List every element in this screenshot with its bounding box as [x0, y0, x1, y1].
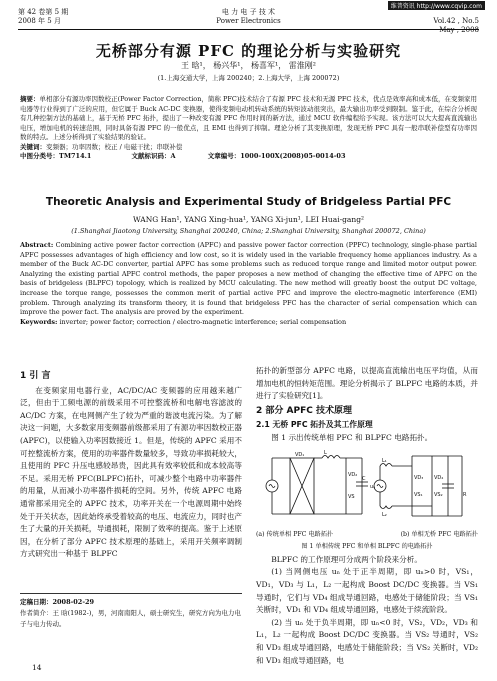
- figure-sublabels: [256, 529, 478, 542]
- label-l2: L₂: [382, 512, 387, 518]
- section-1-title: 1 引 言: [20, 371, 51, 381]
- label-vd1: VD₁: [295, 452, 305, 458]
- english-authors: WANG Han¹, YANG Xing-hua¹, YANG Xi-jun¹, LEI Huai-gang²: [132, 215, 365, 224]
- label-l: L: [324, 450, 327, 456]
- journal-name-cn: 电 力 电 子 技 术: [221, 8, 276, 16]
- date-en: May , 2008: [439, 26, 479, 34]
- authors: 王 晗¹， 杨兴华¹， 杨喜军¹， 雷淮刚²: [181, 61, 316, 70]
- article-id: 文章编号：1000-100X(2008)05-0014-03: [207, 152, 346, 160]
- classification: 中图分类号：TM714.1: [20, 152, 92, 160]
- journal-name-en: Power Electronics: [216, 17, 281, 25]
- label-c: C: [362, 476, 366, 482]
- header-center: [18, 8, 479, 26]
- english-title: Theoretic Analysis and Experimental Study of Bridgeless Partial PFC: [45, 196, 452, 208]
- abstract-text: 单相部分有源功率因数校正(Power Factor Correction，简称 PFC)技术结合了有源 PFC 技术和无源 PFC 技术，优点是效率高和成本低，在变频家用电器等行业得到了广泛的应用，但它属于 Buck AC-DC 变换器，使得变频电动机转动系统的转矩波动很突出，最大输出功率受到限制。鉴于此，在综合分析现有几种控制方法的基础上，基于无桥 PFC 拓扑，提出了一种改变有源 PFC 作用时间的新方法，通过 MCU 软件编程给予实现。该方法可以大大提高直流输出电压，增加电机的转速范围，同时具备有源 PFC 的一般优点，且 EMI 也得到了抑制。理论分析了其变换原理，发现无桥 PFC 具有一般串联补偿型有功率因数的特点。上述分析得到了实验结果的验证。: [20, 95, 477, 141]
- label-vd2: VD₂: [348, 472, 358, 478]
- figure-caption: 图 1 单相传统 PFC 和单相 BLPFC 的电路拓扑: [301, 543, 433, 551]
- header-rule: [18, 29, 479, 30]
- keywords: 变频器；功率因数；校正 / 电磁干扰；串联补偿: [46, 142, 183, 151]
- abstract-label: 摘要：: [20, 95, 40, 103]
- article-title: 无桥部分有源 PFC 的理论分析与实验研究: [95, 42, 402, 60]
- label-un: uₙ: [370, 484, 376, 490]
- section-2-1-title: 2.1 无桥 PFC 拓扑及其工作原理: [256, 420, 373, 430]
- label-vs1: VS₁: [414, 492, 423, 498]
- header-right: [433, 8, 479, 35]
- watermark-badge: 维普资讯 http://www.cqvip.com: [388, 1, 485, 10]
- circuit-a: [266, 456, 368, 515]
- item-1: (1) 当网侧电压 uₙ 处于正半周期，即 uₙ>0 时，VS₁，VD₁，VD₃ 与 L₁，L₂ 一起构成 Boost DC/DC 变换器。当 VS₁ 导通时，它们与 VD₄ 组成导通回路，电感处于储能阶段；当 VS₁ 关断时，VD₁ 和 VD₄ 组成导通回路，电感处于续流阶段。: [256, 567, 478, 615]
- abstract-cn: [20, 95, 477, 162]
- label-l1: L₁: [382, 458, 387, 464]
- author-bio: 作者简介：王 晗(1982-)，男，河南南阳人，硕士研究生，研究方向为电力电子与电力传动。: [20, 609, 241, 628]
- label-vd3: VD₃: [414, 475, 424, 481]
- footnote: [20, 593, 242, 630]
- english-abstract-label: Abstract:: [20, 241, 54, 249]
- right-intro: 拓扑的新型部分 APFC 电路，以提高直流输出电压平均值，从而增加电机的恒转矩范围。理论分析揭示了 BLPFC 电路的本质，并进行了实验研究[1]。: [256, 366, 478, 401]
- page-header: [18, 8, 479, 34]
- journal-volume: 第 42 卷第 5 期: [18, 8, 69, 16]
- left-column: [20, 368, 242, 561]
- journal-date: 2008 年 5 月: [18, 17, 61, 25]
- label-vs: VS: [348, 494, 355, 500]
- english-keywords: inverter; power factor; correction / electro-magnetic interference; serial compensation: [59, 317, 347, 326]
- after-figure-text: BLPFC 的工作原理可分成两个阶段来分析。: [271, 554, 422, 564]
- figure-label-a: (a) 传统单相 PFC 电路拓扑: [256, 530, 334, 538]
- item-2: (2) 当 uₙ 处于负半周期，即 uₙ<0 时，VS₂，VD₂，VD₃ 和 L₁，L₂ 一起构成 Boost DC/DC 变换器。当 VS₂ 导通时，VS₂ 和 VD₃ 组成导通回路，电感处于储能阶段；当 VS₂ 关断时，VD₂ 和 VD₃ 组成导通回路，电: [256, 617, 478, 665]
- doc-code: 文献标识码：A: [131, 152, 176, 160]
- english-affiliation: (1.Shanghai Jiaotong University, Shanghai 200240, China; 2.Shanghai University, Shanghai 200072, China): [71, 227, 426, 235]
- english-abstract-text: Combining active power factor correction (APFC) and passive power factor correction (PPFC) technology, single-phase partial APFC possesses advantages of high efficiency and low cost, so it is widely used in the variable frequency home appliances industry. As a member of the Buck AC-DC converter, partial APFC has some problems such as reduced torque range and limited motor output power. Analyzing the existing partial APFC control methods, the paper proposes a new method of changing the effective time of APFC on the basis of bridgeless (BLPFC) topology, which is realized by MCU calculating. The new method will greatly boost the output DC voltage, increase the torque range, possesses the common merit of partial active PFC and improve the electro-magnetic interference (EMI) problem. Through analyzing its transform theory, it is found that bridgeless PFC has the character of serial compensation which can improve the power fact. The analysis are proved by the experiment.: [20, 241, 477, 317]
- section-1-text: 在变频家用电器行业，AC/DC/AC 变频器的应用越来越广泛，但由于工频电源的前级采用不可控整流桥和电解电容滤波的 AC/DC 方案，在电网侧产生了较为严重的谐波电流污染。为了解决这一问题，大多数家用变频器前级都采用了有源功率因数校正器(APFC)，以使输入功率因数接近 1。但是，传统的 APFC 采用不可控整流桥方案，使用的功率器件数量较多，导致功率损耗较大，且使用的 PFC 升压电感较昂贵，因此具有效率较低和成本较高等不足。采用无桥 PFC(BLPFC)拓扑，可减少整个电路中功率器件的用量，从而减小功率器件损耗的空间。另外，传统 APFC 电路通常都采用完全的 APFC 技术，功率开关在一个电源周期中始终处于开关状态，因此始终承受着较高的电压、电流应力，同时也产生了大量的开关损耗，导通损耗，限制了效率的提高。鉴于上述原因，在分析了部分 APFC 技术原理的基础上，采用开关频率调制方式研究出一种基于 BLPFC: [20, 385, 242, 559]
- volume-en: Vol.42 , No.5: [433, 17, 479, 25]
- label-r: R: [463, 492, 467, 498]
- english-abstract: [20, 241, 477, 327]
- page-number: 14: [32, 663, 42, 672]
- english-keywords-label: Keywords:: [20, 317, 58, 326]
- figure-label-b: (b) 单相无桥 PFC 电路拓扑: [400, 530, 478, 538]
- keywords-label: 关键词：: [20, 142, 46, 151]
- inductor-b2: [380, 506, 392, 509]
- section-2-title: 2 部分 APFC 技术原理: [256, 405, 352, 416]
- section-2-1-text: 图 1 示出传统单相 PFC 和 BLPFC 电路拓扑。: [271, 432, 433, 442]
- circuit-b: [374, 456, 462, 516]
- label-vd4: VD₄: [434, 475, 444, 481]
- affiliation: (1.上海交通大学，上海 200240；2.上海大学，上海 200072): [157, 74, 340, 82]
- label-vs2: VS₂: [434, 492, 443, 498]
- received-date: 定稿日期：2008-02-29: [20, 598, 95, 606]
- circuit-figure: [262, 446, 472, 524]
